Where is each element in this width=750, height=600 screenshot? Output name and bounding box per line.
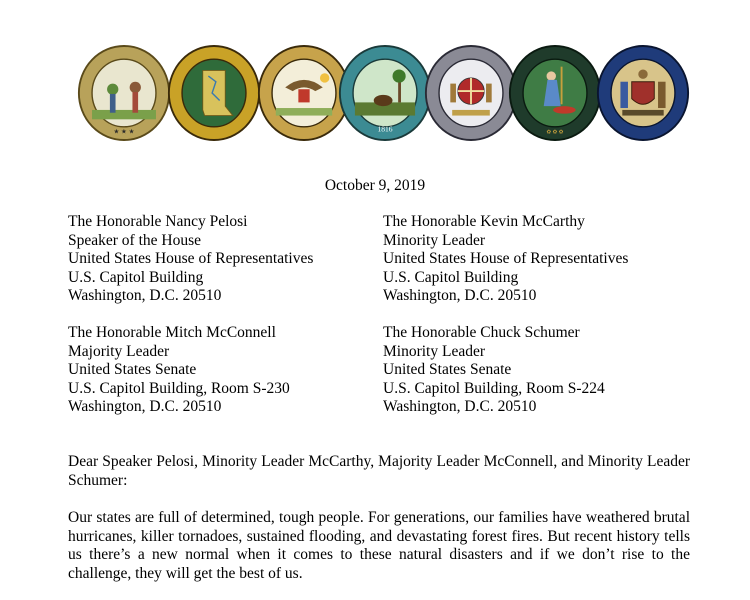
recipient-block-mccarthy xyxy=(383,213,628,306)
recipient-title: Majority Leader xyxy=(68,342,170,360)
seal-graphic xyxy=(77,44,171,142)
seal-graphic xyxy=(596,44,690,142)
recipient-building: U.S. Capitol Building xyxy=(68,268,204,286)
recipient-city: Washington, D.C. 20510 xyxy=(68,398,222,416)
svg-text:★ ★ ★: ★ ★ ★ xyxy=(113,128,135,136)
state-seals-row xyxy=(0,44,750,142)
virginia-seal-icon xyxy=(508,44,602,142)
indiana-seal-icon xyxy=(338,44,432,142)
recipient-name: The Honorable Chuck Schumer xyxy=(383,324,580,341)
recipient-building: U.S. Capitol Building xyxy=(383,268,519,286)
alabama-seal-icon xyxy=(167,44,261,142)
recipient-city: Washington, D.C. 20510 xyxy=(383,287,537,305)
recipient-title: Minority Leader xyxy=(383,231,486,249)
recipient-block-pelosi xyxy=(68,213,313,306)
salutation: Dear Speaker Pelosi, Minority Leader McCarthy, Majority Leader McConnell, and Minority Leader Schumer: xyxy=(68,453,690,489)
seal-graphic xyxy=(424,44,518,142)
recipient-block-schumer xyxy=(383,324,605,417)
letter-date: October 9, 2019 xyxy=(324,177,426,194)
body-paragraph-1: Our states are full of determined, tough people. For generations, our families have weathered brutal hurricanes, killer tornadoes, sustained flooding, and devastating forest fires. But recent history tells us there’s a new normal when it comes to these natural disasters and if we don’t rise to the challenge, they will get the best of us. xyxy=(68,509,690,582)
wisconsin-seal-icon xyxy=(596,44,690,142)
recipient-organization: United States House of Representatives xyxy=(68,250,314,268)
recipient-title: Speaker of the House xyxy=(68,231,201,249)
recipient-organization: United States Senate xyxy=(383,361,512,379)
svg-text:✿ ✿ ✿: ✿ ✿ ✿ xyxy=(546,129,564,136)
recipient-name: The Honorable Nancy Pelosi xyxy=(68,213,248,230)
seal-graphic xyxy=(167,44,261,142)
svg-text:1816: 1816 xyxy=(377,124,393,134)
recipient-title: Minority Leader xyxy=(383,342,486,360)
recipient-name: The Honorable Mitch McConnell xyxy=(68,324,276,341)
recipient-building: U.S. Capitol Building, Room S-224 xyxy=(383,379,605,397)
recipient-block-mcconnell xyxy=(68,324,290,417)
seal-graphic xyxy=(338,44,432,142)
illinois-seal-icon xyxy=(257,44,351,142)
north-carolina-seal-icon xyxy=(77,44,171,142)
seal-graphic xyxy=(257,44,351,142)
recipient-name: The Honorable Kevin McCarthy xyxy=(383,213,585,230)
seal-graphic xyxy=(508,44,602,142)
recipient-city: Washington, D.C. 20510 xyxy=(383,398,537,416)
missouri-seal-icon xyxy=(424,44,518,142)
recipient-building: U.S. Capitol Building, Room S-230 xyxy=(68,379,290,397)
recipient-organization: United States House of Representatives xyxy=(383,250,629,268)
recipient-city: Washington, D.C. 20510 xyxy=(68,287,222,305)
recipient-organization: United States Senate xyxy=(68,361,197,379)
